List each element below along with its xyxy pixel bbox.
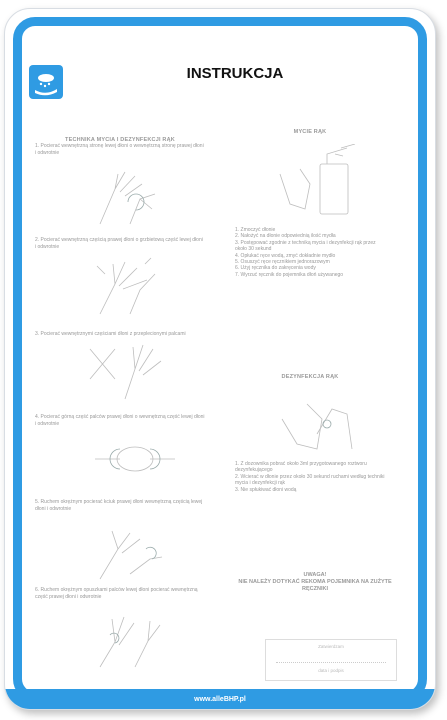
- list-item: 4. Opłukać ręce wodą, zmyć dokładnie mydło: [235, 252, 336, 259]
- warning-line: RĘCZNIKI: [302, 586, 328, 592]
- instruction-poster: [4, 8, 436, 710]
- list-item: 2. Nałożyć na dłonie odpowiednią ilość mydła: [235, 233, 336, 240]
- step-4: [35, 414, 205, 427]
- signature-label: Zatwierdzam: [318, 644, 344, 649]
- technique-heading: TECHNIKA MYCIA I DEZYNFEKCJI RĄK: [65, 137, 175, 143]
- list-item: 5. Osuszyć ręce ręcznikiem jednorazowym: [235, 259, 330, 266]
- step-6: [35, 587, 205, 600]
- step-text: 3. Pocierać wewnętrznymi częściami dłoni z przeplecionymi palcami: [35, 331, 186, 337]
- signature-box: [265, 639, 397, 681]
- list-item: 6. Użyj ręcznika do zakręcenia wody: [235, 265, 316, 272]
- step-3: [35, 331, 205, 338]
- disinfect-steps: [235, 461, 385, 493]
- footer-bar: [5, 689, 435, 709]
- disinfect-heading: DEZYNFEKCJA RĄK: [281, 374, 339, 380]
- page-title: INSTRUKCJA: [186, 65, 284, 82]
- list-item: 1. Z dozownika pobrać około 3ml przygotowanego roztworu dezynfekującego: [235, 461, 367, 474]
- wash-illustration: [275, 144, 365, 224]
- wash-heading: MYCIE RĄK: [293, 129, 327, 135]
- wash-section: [235, 129, 385, 135]
- disinfect-section: [235, 374, 385, 380]
- list-item: 7. Wyrzuć ręcznik do pojemnika dłoń używanego: [235, 271, 344, 278]
- step4-illustration: [90, 434, 180, 489]
- step3-illustration: [85, 339, 175, 409]
- step-text: 5. Ruchem okrężnym pocierać kciuk prawej dłoni wewnętrzną częścią lewej dłoni i odwrotnie: [35, 499, 203, 512]
- disinfect-illustration: [277, 389, 357, 459]
- list-item: 3. Postępować zgodnie z techniką mycia i dezynfekcji rąk przez około 30 sekund: [235, 239, 376, 253]
- list-item: 1. Zmoczyć dłonie: [235, 227, 276, 233]
- list-item: 3. Nie spłukiwać dłoni wodą: [235, 486, 297, 493]
- step-text: 1. Pocierać wewnętrzną stronę lewej dłoni o wewnętrzną stronę prawej dłoni i odwrotnie: [35, 143, 204, 156]
- step-2: [35, 237, 205, 250]
- step6-illustration: [90, 607, 180, 674]
- step2-illustration: [85, 254, 175, 324]
- list-item: 2. Wcierać w dłonie przez około 30 sekund ruchami według techniki mycia i dezynfekcji rąk: [235, 473, 385, 487]
- warning-line: UWAGA!: [303, 572, 327, 578]
- technique-heading-block: [35, 137, 205, 156]
- signature-sublabel: data i podpis: [318, 668, 344, 673]
- footer-url: www.alleBHP.pl: [194, 695, 246, 703]
- handwash-icon: [29, 65, 63, 99]
- step1-illustration: [80, 164, 170, 234]
- step-text: 6. Ruchem okrężnym opuszkami palców lewej dłoni pocierać wewnętrzną część prawej dłoni i odwrotnie: [35, 587, 198, 600]
- step-text: 4. Pocierać górną część palców prawej dłoni o wewnętrzną część lewej dłoni i odwrotnie: [35, 414, 205, 427]
- step-text: 2. Pocierać wewnętrzną częścią prawej dłoni o grzbietową część lewej dłoni i odwrotnie: [35, 237, 203, 250]
- warning-line: NIE NALEŻY DOTYKAĆ REKOMA POJEMNIKA NA ZUŻYTE: [238, 579, 392, 585]
- step-5: [35, 499, 205, 512]
- step5-illustration: [90, 519, 180, 589]
- wash-steps: [235, 227, 385, 278]
- warning-block: [230, 572, 400, 593]
- signature-line: [276, 662, 386, 663]
